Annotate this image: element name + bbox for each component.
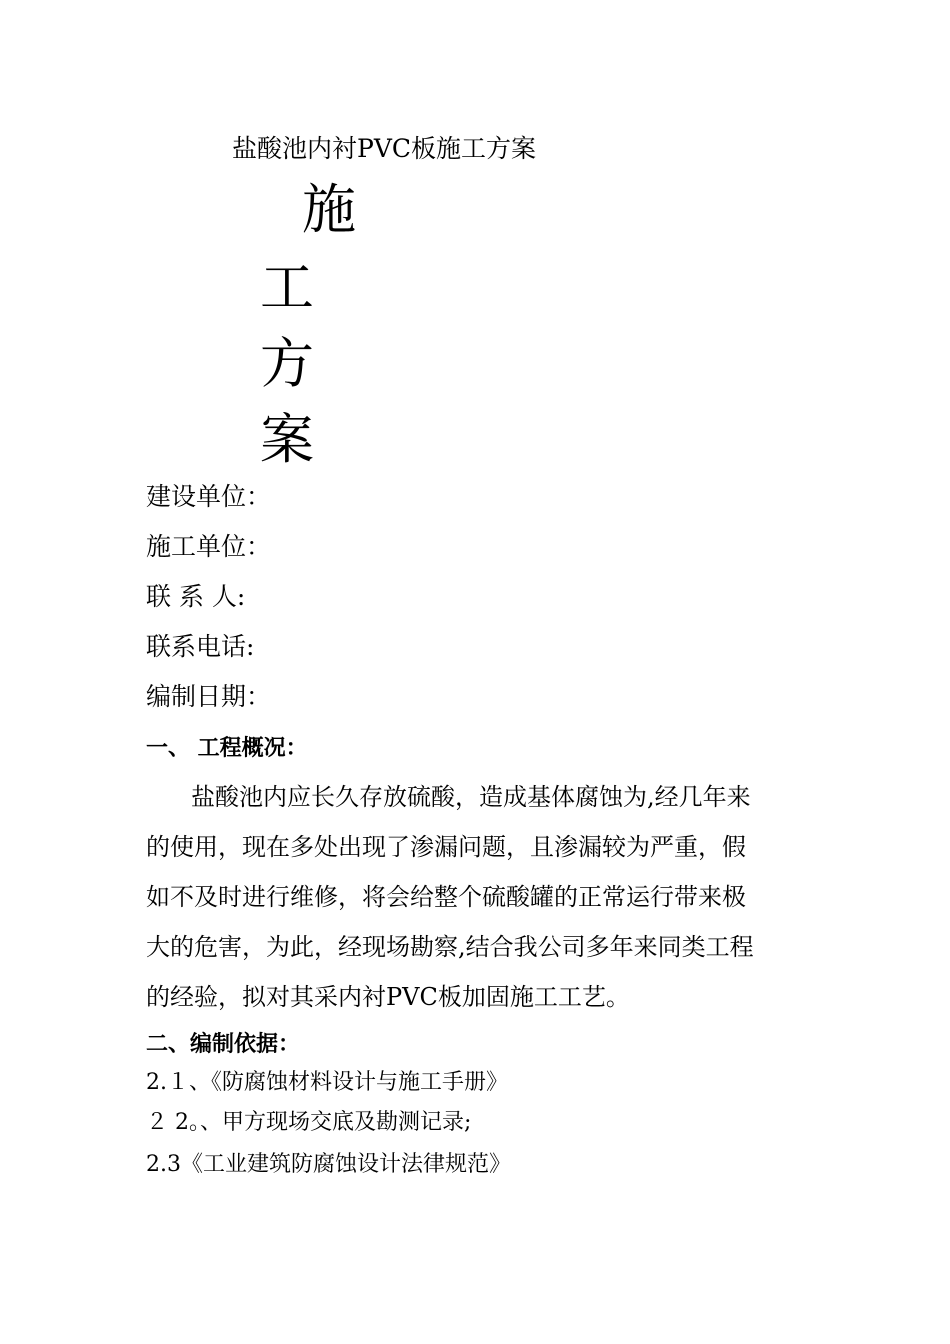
paragraph-line: 的经验，拟对其采内衬PVC板加固施工工艺。	[146, 983, 630, 1011]
basis-item: 2.１、《防腐蚀材料设计与施工手册》	[146, 1070, 508, 1095]
info-contact-phone: 联系电话:	[146, 632, 255, 661]
info-contractor: 施工单位：	[146, 532, 272, 561]
paragraph-line: 的使用，现在多处出现了渗漏问题，且渗漏较为严重，假	[146, 833, 746, 861]
info-construction-owner: 建设单位：	[146, 482, 272, 511]
paragraph-line: 大的危害，为此，经现场勘察,结合我公司多年来同类工程	[146, 933, 754, 961]
info-compile-date: 编制日期：	[146, 682, 272, 711]
vertical-title-char: 案	[260, 408, 314, 471]
basis-item: 2.3《工业建筑防腐蚀设计法律规范》	[146, 1152, 511, 1177]
document-title: 盐酸池内衬PVC板施工方案	[232, 134, 537, 163]
paragraph-line: 盐酸池内应长久存放硫酸，造成基体腐蚀为,经几年来	[191, 783, 751, 811]
paragraph-line: 如不及时进行维修，将会给整个硫酸罐的正常运行带来极	[146, 883, 746, 911]
section-heading-overview: 一、 工程概况：	[146, 735, 308, 761]
overview-paragraph	[146, 772, 811, 1022]
section-heading-basis: 二、编制依据：	[146, 1031, 301, 1057]
info-contact-person: 联 系 人:	[146, 582, 246, 611]
vertical-title-char: 方	[260, 332, 314, 395]
vertical-title-char: 施	[302, 178, 356, 241]
basis-item: ２ 2。、甲方现场交底及勘测记录;	[146, 1110, 472, 1135]
vertical-title-char: 工	[260, 256, 314, 319]
